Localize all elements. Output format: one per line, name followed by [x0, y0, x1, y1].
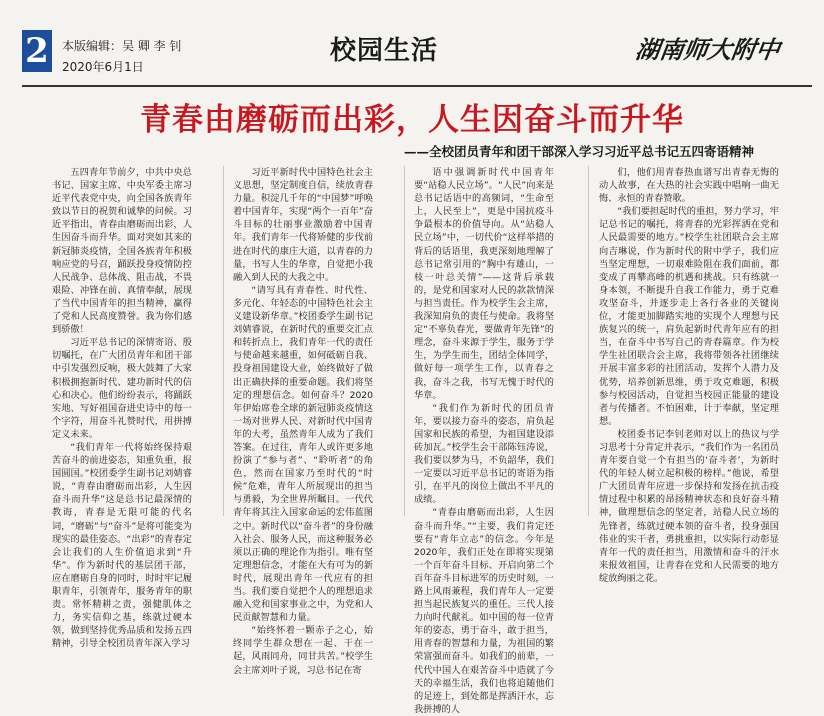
- issue-date: 2020年6月1日: [62, 60, 144, 74]
- article-body: [52, 166, 812, 715]
- newspaper-logo: 湖南师大附中: [633, 35, 782, 64]
- article-column-2: [233, 166, 373, 676]
- article-paragraph: 五四青年节前夕，中共中央总书记、国家主席、中央军委主席习近平代表党中央，向全国各族青年致以节日的祝贺和诚挚的问候。习近平指出，青春由磨砺而出彩，人生因奋斗而升华。面对突如其来的新冠肺炎疫情，全国各族青年积极响应党的号召，踊跃投身疫情防控人民战争、总体战、阻击战，不畏艰险、冲锋在前、真情奉献，展现了当代中国青年的担当精神，赢得了党和人民高度赞誉。我为你们感到骄傲！: [52, 167, 192, 336]
- masthead-rule: [22, 85, 812, 87]
- page-number-badge: 2: [22, 30, 52, 72]
- column-divider: [223, 166, 224, 516]
- article-paragraph: “始终怀着一颗赤子之心，始终同学生群众想在一起、干在一起，风雨同舟，同甘共苦。”校学生会主席刘叶子说，习总书记在寄: [233, 625, 373, 676]
- article-paragraph: “青春由磨砺而出彩，人生因奋斗而升华。”“主要，我们肯定还要有“青年立志”的信念。今年是2020年，我们正处在即将实现第一个百年奋斗目标、开启向第二个百年奋斗目标进军的历史时刻，一路上风雨兼程，我们青年人一定要担当起民族复兴的重任。三代人接力向时代献礼。如中国的每一位青年的姿态，勇于奋斗，敢于担当，用青春的智慧和力量，为祖国的繁荣富强而奋斗。如我们的前辈，一代代中国人在艰苦奋斗中造就了今天的幸福生活，我们也将追随他们的足迹上，到处都是挥洒汗水，忘我拼搏的人: [414, 507, 554, 715]
- article-headline: 青春由磨砺而出彩，人生因奋斗而升华: [140, 102, 684, 138]
- article-paragraph: “我们要担起时代的重担，努力学习，牢记总书记的嘱托，将青春的光彩挥洒在党和人民最需要的地方。”校学生社团联合会主席向吉琳说，作为新时代的附中学子，我们应当坚定理想，一切艰难险阻在我们面前，都变成了再攀高峰的机遇和挑战。只有练就一身本领，不断提升自我工作能力，勇于克难攻坚奋斗，并逐步走上各行各业的关键岗位，才能更加脚踏实地的实现个人理想与民族复兴的统一，肩负起新时代青年应有的担当，在奋斗中书写自己的青春篇章。作为校学生社团联合会主席，我将带领各社团继续开展丰富多彩的社团活动，发挥个人潜力及优势，培养创新思维，勇于攻克难题，积极参与校园活动，自觉担当校园正能量的建设者与传播者。不怕困难，计于奉献，坚定理想。: [599, 206, 779, 427]
- editor-credit: 本版编辑：吴 卿 李 钊: [62, 39, 182, 53]
- article-column-3: [414, 166, 554, 715]
- article-paragraph: 校团委书记李钊老师对以上的热议与学习思考十分肯定并表示，“我们作为一名团员青年要自觉一个有担当的‘奋斗者’，为新时代的年轻人树立起积极的榜样。”他说，希望广大团员青年应进一步保持和发扬在抗击疫情过程中积累的昂扬精神状态和良好奋斗精神，做理想信念的坚定者，站稳人民立场的先锋者，练就过硬本领的奋斗者，投身强国伟业的实干者，勇挑重担，以实际行动彰显青年一代的责任担当，用激情和奋斗的汗水来报效祖国，让青春在党和人民需要的地方绽放绚丽之花。: [599, 428, 779, 584]
- column-divider: [588, 166, 589, 516]
- masthead: [0, 0, 824, 92]
- article-paragraph: “请写具有青春性、时代性、多元化、年轻态的中国特色社会主义建设新华章。”校团委学生副书记刘婧睿说，在新时代的重要交汇点和转折点上，我们青年一代的责任与使命越来越重，如何砥砺自我、投身祖国建设大业，始终做好了做出正确抉择的重要命题。我们将坚定的理想信念。如何奋斗？2020年伊始席卷全球的新冠肺炎疫情这一场对世界人民、对新时代中国青年的大考，虽然青年人成为了我们答案。在过往，青年人或许更多地扮演了“参与者”、“聆听者”的角色，然而在国家乃至时代的“时候”危难，青年人所展现出的担当与勇毅，为全世界所瞩目。一代代青年将其注入国家命运的宏伟蓝图之中。新时代以“奋斗者”的身份融入社会、服务人民，而这种服务必须以正确的理论作为指引。唯有坚定理想信念，才能在大有可为的新时代，展现出青年一代应有的担当。我们要自觉把个人的理想追求融入党和国家事业之中，为党和人民贡献智慧和力量。: [233, 284, 373, 624]
- article-subhead: ——全校团员青年和团干部深入学习习近平总书记五四寄语精神: [403, 144, 754, 159]
- article-paragraph: 习近平总书记的深情寄语、殷切嘱托，在广大团员青年和团干部中引发强烈反响，极大鼓舞了大家积极拥抱新时代、建功新时代的信心和决心。他们纷纷表示，将踊跃实地、写好祖国奋进史诗中的每一个字符，用奋斗礼赞时代，用拼搏定义未来。: [52, 337, 192, 440]
- article-paragraph: “我们作为新时代的团员青年，要以接力奋斗的姿态，肩负起国家和民族的希望，为祖国建设添砖加瓦。”校学生会干部陈钰涛说，我们要以梦为马，不负韶华，我们一定要以习近平总书记的寄语为指引，在平凡的岗位上做出不平凡的成绩。: [414, 402, 554, 506]
- article-paragraph: 习近平新时代中国特色社会主义思想，坚定制度自信，续放青春力量。积淀几千年的“中国梦”呼唤着中国青年，实现“两个一百年”奋斗目标的壮丽事业激励着中国青年。我们青年一代将矫健的步伐前进在时代的康庄大道，以青春的力量，书写人生的华章，自觉把小我融入到人民的大我之中。: [233, 167, 373, 283]
- article-paragraph: “我们青年一代将始终保持艰苦奋斗的前进姿态，知重负重，报国圆国。”校团委学生副书记刘婧睿说，“青春由磨砺而出彩，人生因奋斗而升华”这是总书记最深情的教诲，青春是无限可能的代名词，“磨砺”与“奋斗”是将可能变为现实的最佳姿态。“出彩”的青春定会让我们的人生价值追求到“升华”。作为新时代的基层团干部，应在磨砺自身的同时，时时牢记履职青年，引领青年，服务青年的职责。常怀精耕之责，强健肌体之力，务实信仰之基，练就过硬本领，做到坚持优秀品质和发扬五四精神，引导全校团员青年深入学习: [52, 441, 192, 650]
- article-paragraph: 语中强调新时代中国青年要“站稳人民立场”。“人民”向来是总书记话语中的高频词，“生命至上，人民至上”，更是中国抗疫斗争最根本的价值导向。从“站稳人民立场”中，一切代价“这样举措的背后的话语里，我更深刻地理解了总书记常引用的“胸中有雄山，一枝一叶总关情”——这背后承载的，是党和国家对人民的款款情深与担当责任。作为校学生会主席，我深知肩负的责任与使命。我将坚定“不辜负春光，要做青年先锋”的理念，奋斗来源于学生，服务于学生，为学生而生，团结全体同学，做好每一项学生工作，以青春之我，奋斗之我，书写无愧于时代的华章。: [414, 167, 554, 401]
- article-paragraph: 们，他们用青春热血谱写出青春无悔的动人故事，在大热的社会实践中唱响一曲无悔、永恒的青春赞歌。: [599, 167, 779, 205]
- article-column-4: [599, 166, 779, 584]
- column-divider: [404, 166, 405, 516]
- section-title: 校园生活: [330, 36, 439, 66]
- article-column-1: [52, 166, 192, 650]
